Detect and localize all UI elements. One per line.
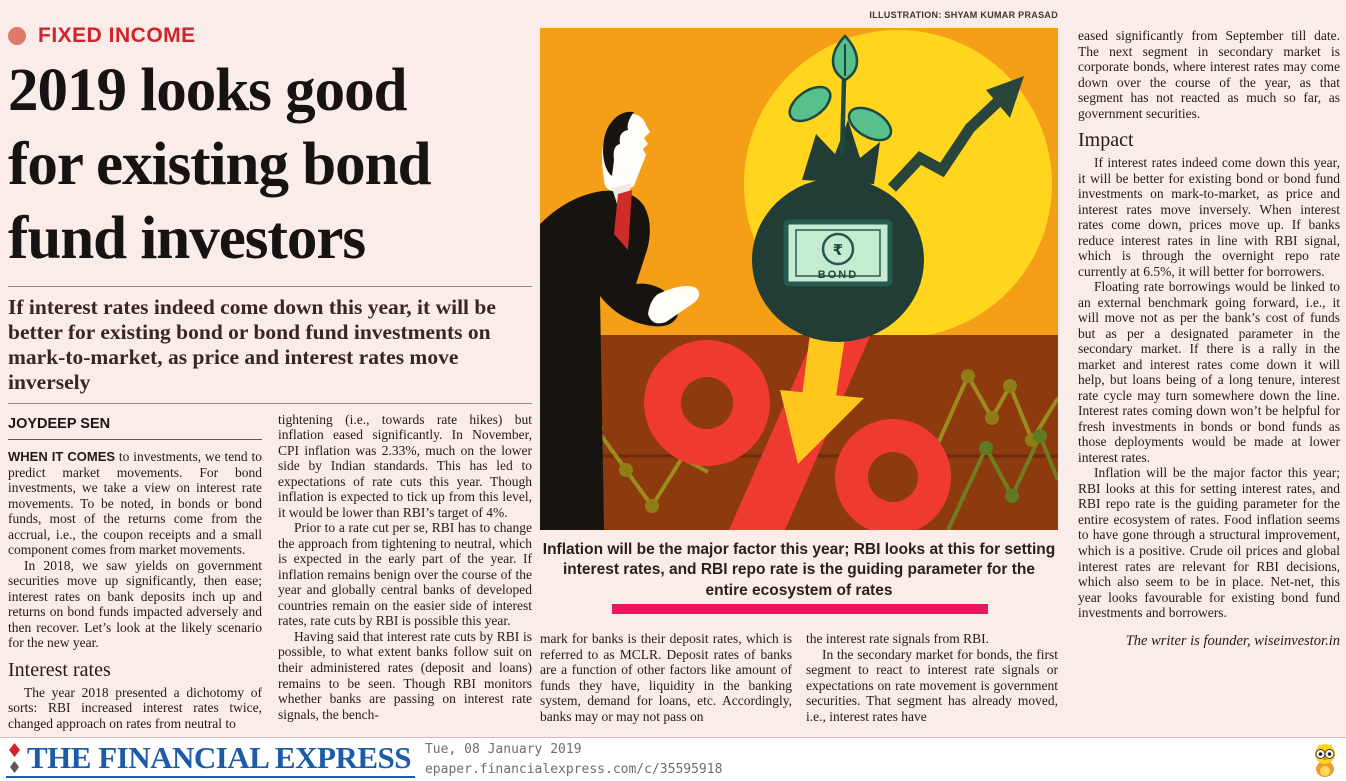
article-paragraph: the interest rate signals from RBI.: [806, 631, 989, 646]
article-column-1: [8, 412, 262, 732]
article-paragraph: The year 2018 presented a dichotomy of sorts: RBI increased interest rates twice, changed approach on rates from neutral to: [8, 684, 262, 731]
article-paragraph: Inflation will be the major factor this year; RBI looks at this for setting interest rates, and RBI repo rate is the guiding parameter for the entire ecosystem of rates. Food inflation seems to have gone through a structural improvement, which is a positive. Crude oil prices and global interest rates are relevant for RBI decisions, which also seem to be in place. Net-net, this year looks favourable for existing bond fund investments and borrowers.: [1078, 465, 1340, 621]
bond-illustration: [540, 28, 1058, 530]
article-paragraph: If interest rates indeed come down this year, it will be better for existing bond or bond fund investments on mark-to-market, as price and interest rates move inversely. When interest rates come down, prices move up. If banks reduce interest rates in line with RBI signal, which is through the overnight repo rate currently at 6.5%, it will better for borrowers.: [1078, 155, 1340, 279]
headline-line: 2019 looks good: [8, 57, 407, 124]
article-paragraph: mark for banks is their deposit rates, which is referred to as MCLR. Deposit rates of banks are a function of other factors like amount of funds they have, liquidity in the banking system, demand for loans, etc. Accordingly, banks may or may not pass on: [540, 631, 792, 724]
epaper-footer-bar: [0, 737, 1346, 781]
masthead-title: THE FINANCIAL EXPRESS: [27, 740, 411, 775]
rupee-symbol: ₹: [832, 241, 844, 259]
section-heading-impact: Impact: [1078, 129, 1134, 152]
divider-rule: [8, 286, 532, 287]
masthead-logo: [6, 741, 415, 778]
paragraph-text: to investments, we tend to predict market movements. For bond investments, we take a view on interest rate movements. To be noted, in bonds or bond funds, most of the returns come from the accrual, i.e., the coupon receipts and a small component comes from market movements.: [8, 448, 263, 558]
article-columns: [8, 412, 532, 732]
article-paragraph: [8, 449, 262, 558]
section-heading-interest-rates: Interest rates: [8, 658, 111, 681]
kicker-dot-icon: [8, 27, 26, 45]
article-paragraph: Floating rate borrowings would be linked to an external benchmark going forward, i.e., it will move not as per the bank’s cost of funds but as per a designated parameter in the secondary market. If there is a rally in the market and interest rates come down it will help, but loans being of a long tenure, interest rate cycle may turn somewhere down the line. Interest rates coming down won’t be helpful for fresh investments in bonds or bond funds as those deployments would be made at lower interest rates.: [1078, 279, 1340, 465]
illustration-credit: ILLUSTRATION: SHYAM KUMAR PRASAD: [869, 10, 1058, 20]
owl-mascot-icon: [1310, 742, 1340, 778]
illustration-caption: Inflation will be the major factor this year; RBI looks at this for setting interest rates, and RBI repo rate is the guiding parameter for the entire ecosystem of rates: [542, 541, 1056, 599]
lead-words: WHEN IT COMES: [8, 448, 116, 464]
article-paragraph: Having said that interest rate cuts by RBI is possible, to what extent banks follow suit on their administered rates (deposit and loans) remains to be seen. Though RBI monitors whether banks are passing on interest rate signals, the bench-: [278, 628, 532, 722]
writer-credit: The writer is founder, wiseinvestor.in: [1125, 632, 1340, 649]
article-columns-lower: [540, 631, 1058, 724]
epaper-url[interactable]: epaper.financialexpress.com/c/35595918: [424, 761, 723, 777]
bond-label: BOND: [817, 269, 859, 281]
section-kicker: [8, 24, 532, 48]
headline: [8, 54, 532, 276]
article-paragraph: tightening (i.e., towards rate hikes) but inflation eased significantly. In November, CPI inflation was 2.33%, much on the lower side by Indian standards. This has led to expectations of rate cuts this year. Though inflation is expected to tick up from this level, it would be lower than RBI’s target of 4%.: [278, 411, 532, 520]
bond-note: [786, 222, 890, 284]
article-paragraph: In 2018, we saw yields on government securities move up significantly, then ease; interest rates on bank deposits inch up and returns on bond funds impacted adversely and then recover. Let’s look at the likely scenario for the new year.: [8, 557, 262, 651]
byline: JOYDEEP SEN: [8, 412, 262, 440]
lead-story-block: [8, 24, 532, 731]
fe-logo-icon: [8, 742, 21, 774]
article-paragraph: eased significantly from September till date. The next segment in secondary market is corporate bonds, where interest rates may come down over the course of the year, as that segment has not reacted as much so far, as government securities.: [1078, 28, 1340, 121]
epaper-date: Tue, 08 January 2019: [424, 742, 582, 757]
article-paragraph: In the secondary market for bonds, the first segment to react to interest rate signals or expectations on rate movement is government securities. That segment has already moved, i.e., interest rates have: [806, 646, 1058, 724]
caption-divider-bar: [612, 604, 988, 614]
kicker-label: FIXED INCOME: [38, 24, 196, 47]
epaper-stamp: [425, 740, 722, 779]
article-column-2: [278, 412, 532, 732]
headline-line: for existing bond: [8, 131, 431, 198]
headline-line: fund investors: [8, 205, 366, 272]
standfirst: If interest rates indeed come down this year, it will be better for existing bond or bond fund investments on mark-to-market, as price and interest rates move inversely: [8, 295, 496, 394]
article-column-3: [540, 631, 792, 724]
article-column-5: [1078, 28, 1340, 650]
article-paragraph: Prior to a rate cut per se, RBI has to change the approach from tightening to neutral, which is expected in the early part of the year. If inflation remains benign over the course of the year and globally central banks of developed countries remain on the easier side of interest rates, rate cuts by RBI is possible this year.: [278, 520, 532, 629]
article-column-4: [806, 631, 1058, 724]
divider-rule: [8, 403, 532, 404]
